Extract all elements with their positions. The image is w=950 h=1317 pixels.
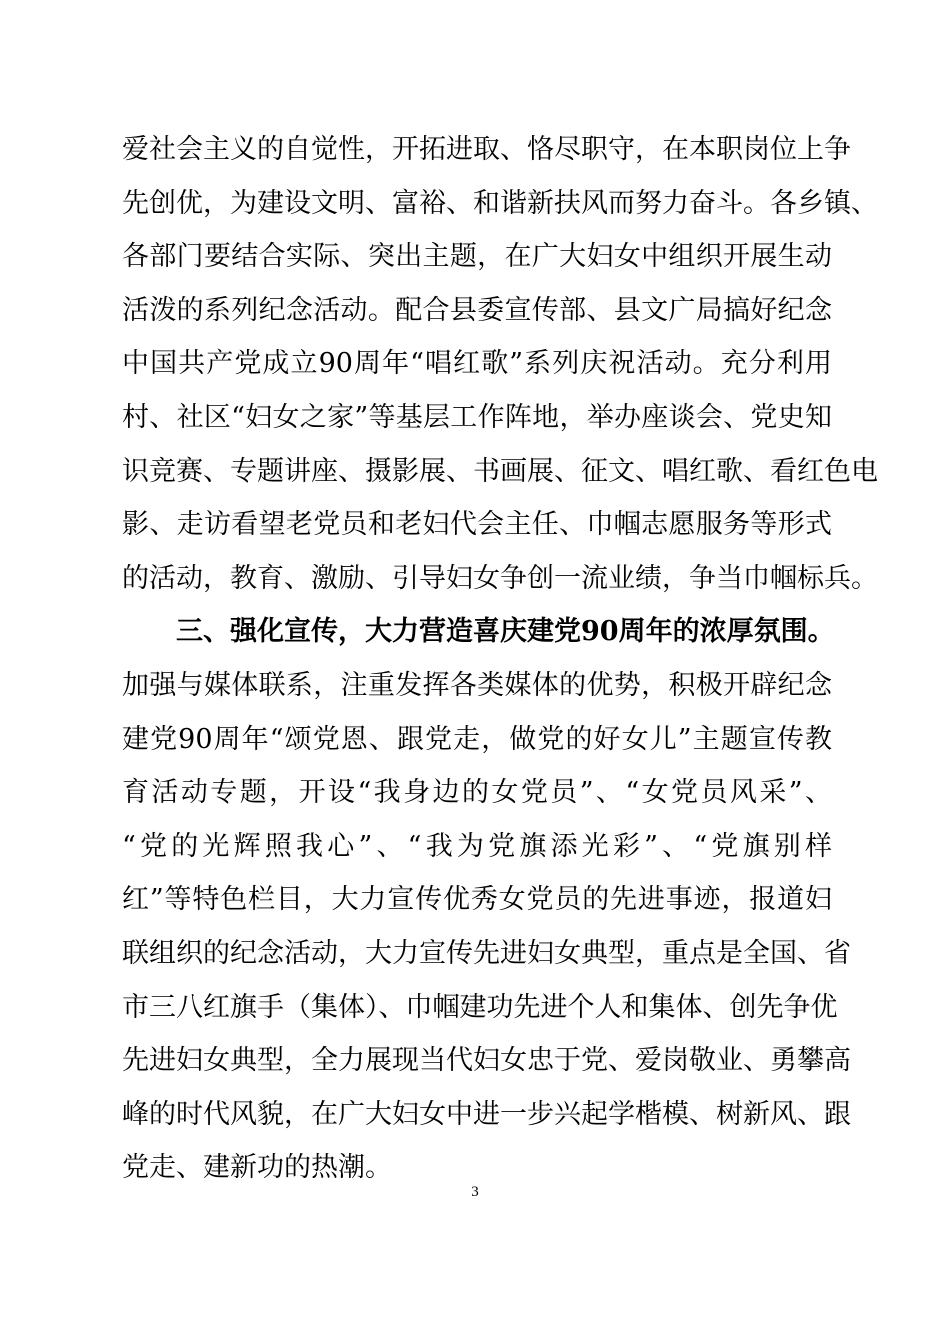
text-line: 市三八红旗手（集体）、巾帼建功先进个人和集体、创先争优	[122, 991, 838, 1023]
text-line: 党走、建新功的热潮。	[122, 1152, 392, 1184]
text-line: 育活动专题，开设“我身边的女党员”、“女党员风采”、	[122, 777, 832, 809]
section-heading: 三、强化宣传，大力营造喜庆建党90周年的浓厚氛围。	[176, 616, 835, 648]
text-line: 影、走访看望老党员和老妇代会主任、巾帼志愿服务等形式	[122, 509, 832, 541]
text-line: 爱社会主义的自觉性，开拓进取、恪尽职守，在本职岗位上争	[122, 134, 851, 165]
text-line: “党的光辉照我心”、“我为党旗添光彩”、“党旗别样	[122, 830, 832, 862]
text-line: 各部门要结合实际、突出主题，在广大妇女中组织开展生动	[122, 241, 832, 273]
text-line: 红”等特色栏目，大力宣传优秀女党员的先进事迹，报道妇	[122, 884, 832, 916]
text-line: 中国共产党成立90周年“唱红歌”系列庆祝活动。充分利用	[122, 348, 832, 380]
body-text	[122, 123, 878, 1195]
text-line: 识竞赛、专题讲座、摄影展、书画展、征文、唱红歌、看红色电	[122, 455, 878, 487]
text-line: 联组织的纪念活动，大力宣传先进妇女典型，重点是全国、省	[122, 937, 851, 969]
text-line: 先进妇女典型，全力展现当代妇女忠于党、爱岗敬业、勇攀高	[122, 1045, 851, 1077]
text-line: 先创优，为建设文明、富裕、和谐新扶风而努力奋斗。各乡镇、	[122, 187, 878, 219]
text-line: 峰的时代风貌，在广大妇女中进一步兴起学楷模、树新风、跟	[122, 1098, 851, 1130]
text-line: 活泼的系列纪念活动。配合县委宣传部、县文广局搞好纪念	[122, 294, 832, 326]
page-number: 3	[471, 1184, 479, 1200]
text-line: 的活动，教育、激励、引导妇女争创一流业绩，争当巾帼标兵。	[122, 562, 878, 594]
text-line: 村、社区“妇女之家”等基层工作阵地，举办座谈会、党史知	[122, 401, 832, 433]
text-line: 加强与媒体联系，注重发挥各类媒体的优势，积极开辟纪念	[122, 669, 832, 701]
text-line: 建党90周年“颂党恩、跟党走，做党的好女儿”主题宣传教	[122, 723, 832, 755]
